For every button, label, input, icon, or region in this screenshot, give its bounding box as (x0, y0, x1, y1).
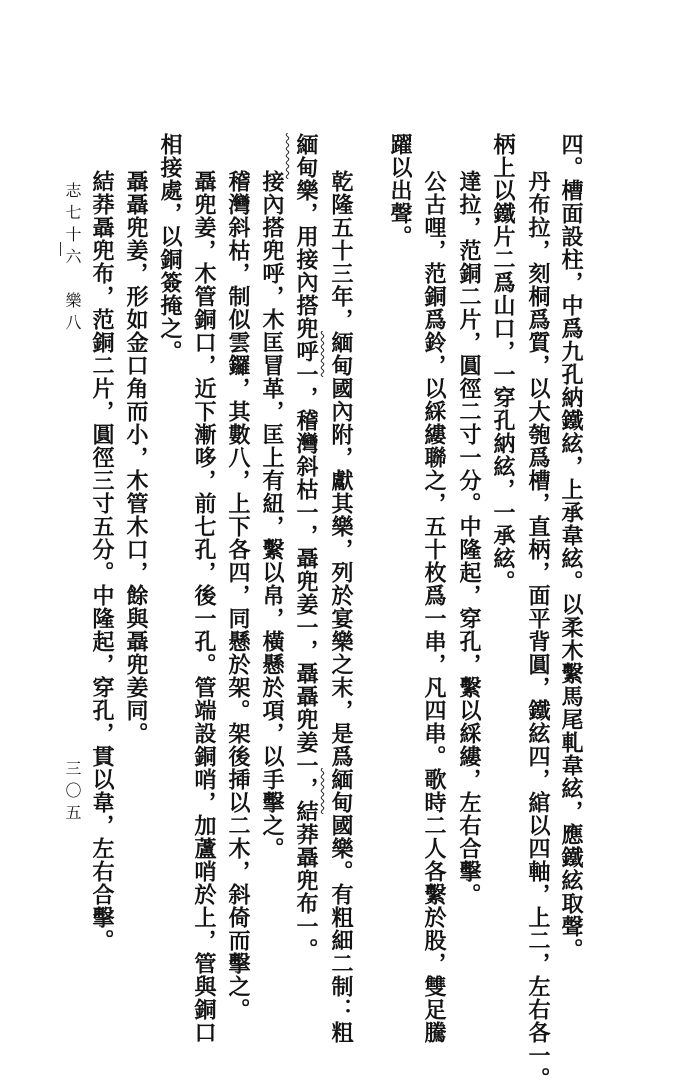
text-column-12: 相接處，以銅簽掩之。 (157, 133, 183, 363)
text-segment: 乾隆五十三年， (328, 170, 354, 331)
text-column-14: 結莽聶兜布，范銅二片，圓徑三寸五分。中隆起，穿孔，貫以韋，左右合擊。 (89, 170, 115, 952)
text-column-2: 丹布拉，刻桐爲質，以大匏爲槽，直柄，面平背圓，鐵絃四，綰以四軸，上二，左右各一。 (525, 170, 551, 1090)
text-column-10: 稽灣斜枯，制似雲鑼，其數八，上下各四，同懸於架。架後揷以二木，斜倚而擊之。 (225, 170, 251, 1021)
place-name-burma: 緬甸 (328, 768, 354, 814)
page-number: 三〇五 (63, 760, 82, 826)
text-column-7 (327, 170, 355, 1044)
margin-mark (60, 242, 61, 256)
text-segment: 粗 (328, 1021, 354, 1044)
text-column-4: 達拉，范銅二片，圓徑二寸一分。中隆起，穿孔，繫以綵縷，左右合擊。 (456, 170, 482, 906)
text-column-8 (292, 133, 320, 961)
running-head: 志七十六 樂八 (63, 182, 82, 336)
text-column-9: 接內搭兜呼，木匡冒革，匡上有紐，繫以帛，橫懸於項，以手擊之。 (259, 170, 285, 860)
text-segment: 國樂。有粗細二制： (328, 814, 354, 1021)
text-column-6: 躍以出聲。 (387, 133, 413, 248)
place-name-burma: 緬甸 (293, 133, 319, 179)
text-segment: 國內附，獻其樂，列於宴樂之末，是爲 (328, 377, 354, 768)
text-segment: 樂，用接內搭兜呼一，稽灣斜枯一，聶兜姜一，聶聶兜姜一，結莽聶兜布一。 (293, 179, 319, 961)
text-column-3: 柄上以鐵片二爲山口，一穿孔納絃，一承絃。 (490, 133, 516, 593)
place-name-burma: 緬甸 (328, 331, 354, 377)
text-column-5: 公古哩，范銅爲鈴，以綵縷聯之，五十枚爲一串，凡四串。歌時二人各繫於股，雙足騰 (421, 170, 447, 1044)
text-column-11: 聶兜姜，木管銅口，近下漸哆，前七孔，後一孔。管端設銅哨，加蘆哨於上，管與銅口 (191, 170, 217, 1044)
text-column-13: 聶聶兜姜，形如金口角而小，木管木口，餘與聶兜姜同。 (123, 170, 149, 745)
text-column-1: 四。槽面設柱，中爲九孔納鐵絃，上承韋絃。以柔木繫馬尾軋韋絃，應鐵絃取聲。 (558, 133, 584, 961)
